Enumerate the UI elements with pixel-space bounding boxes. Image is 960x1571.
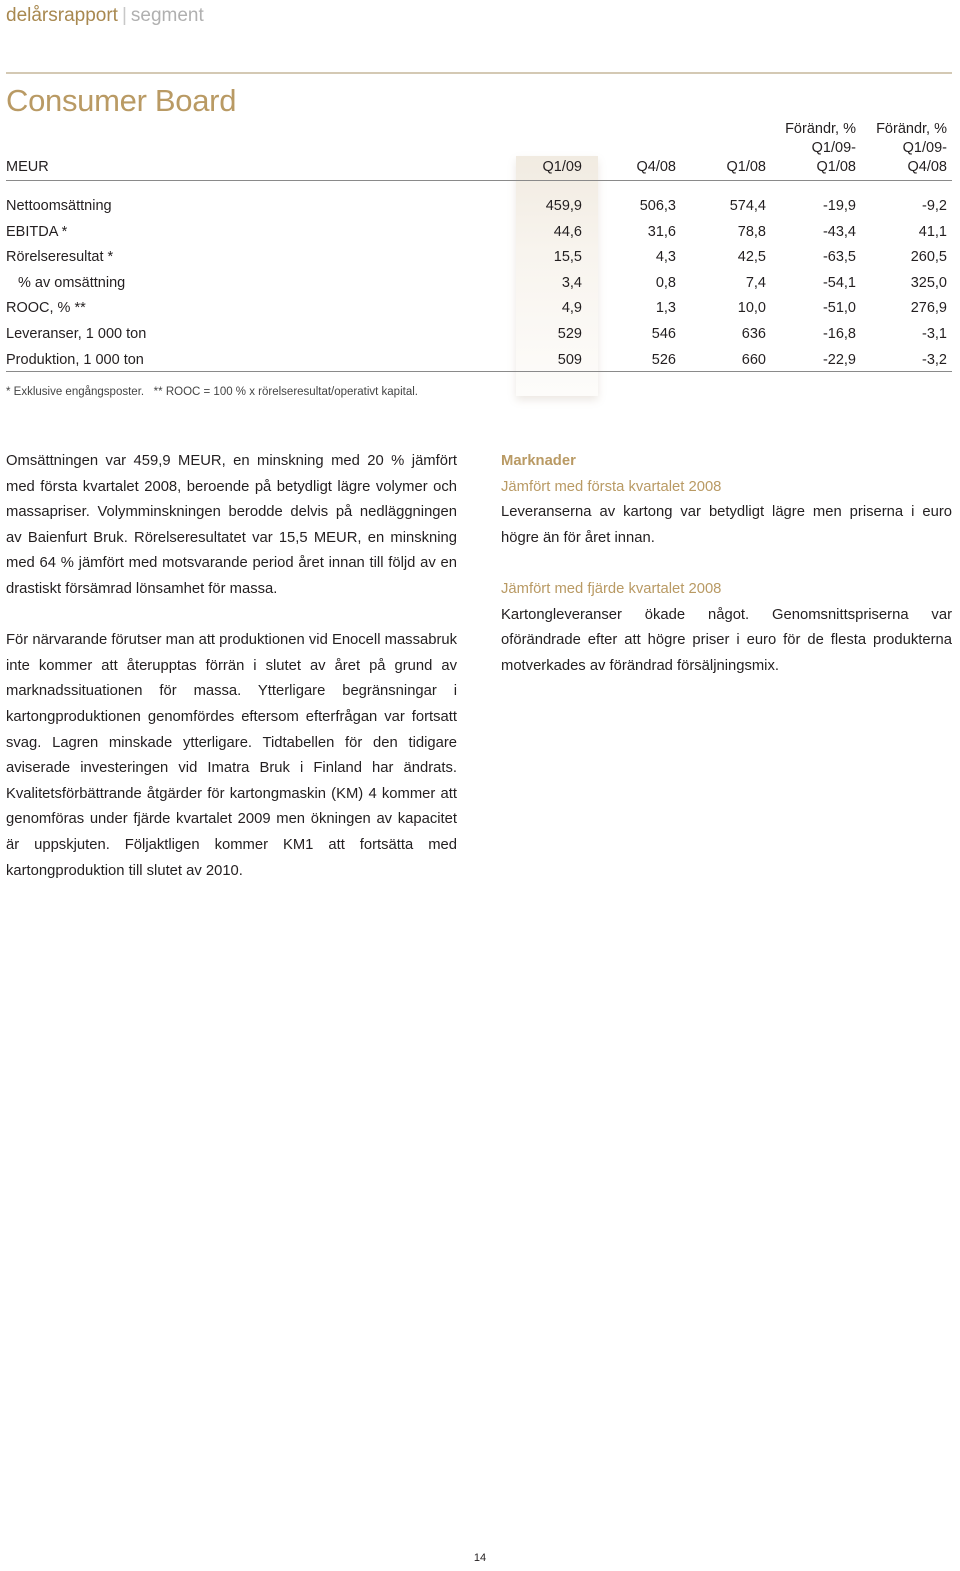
- cell: 459,9: [545, 198, 582, 214]
- table-row: [6, 245, 952, 271]
- header-separator: |: [121, 5, 127, 26]
- col-header-q408: Q4/08: [636, 159, 676, 175]
- table-row: [6, 220, 952, 246]
- cell: -19,9: [822, 198, 856, 214]
- body-left-column: [6, 449, 457, 910]
- table-row: [6, 194, 952, 220]
- cell: 41,1: [918, 223, 947, 240]
- paragraph: Kartongleveranser ökade något. Genomsnittspriserna var oförändrade efter att högre priser i euro för de flesta produkterna motverkades av förändrad försäljningsmix.: [501, 606, 952, 674]
- paragraph: För närvarande förutser man att produktionen vid Enocell massabruk inte kommer att återupptas förrän i slutet av året på grund av marknadssituationen för massa. Ytterligare begränsningar i kartongproduktionen genomfördes eftersom efterfrågan var fortsatt svag. Lagren minskade ytterligare. Tidtabellen för den tidigare aviserade investeringen vid Imatra Bruk i Finland har ändrats. Kvalitetsförbättrande åtgärder för kartongmaskin (KM) 4 kommer att genomföras under fjärde kvartalet 2009 men ökningen av kapacitet är uppskjuten. Följaktligen kommer KM1 att fortsätta med kartongproduktion till slutet av 2010.: [6, 632, 457, 879]
- table-row: [6, 348, 952, 374]
- cell: -3,2: [922, 351, 947, 368]
- cell: -22,9: [822, 351, 856, 368]
- col-header-q108: Q1/08: [726, 159, 766, 175]
- cell: 660: [741, 351, 766, 368]
- table-header: [6, 118, 952, 181]
- cell: -16,8: [822, 326, 856, 342]
- cell: 31,6: [647, 223, 676, 240]
- row-label: Produktion, 1 000 ton: [6, 351, 144, 368]
- cell: -63,5: [822, 249, 856, 266]
- spacer: [501, 551, 952, 577]
- cell: 529: [557, 326, 582, 342]
- row-label: % av omsättning: [18, 274, 126, 291]
- header-rule: [6, 72, 952, 74]
- body-right-column: [501, 449, 952, 679]
- table-row: [6, 296, 952, 322]
- col-header-change1-line2: Q1/09-: [811, 140, 856, 156]
- row-label: EBITDA *: [6, 223, 68, 240]
- cell: 7,4: [745, 274, 766, 291]
- col-header-change2-line3: Q4/08: [907, 159, 947, 175]
- row-label: ROOC, % **: [6, 300, 86, 317]
- cell: 10,0: [737, 300, 766, 317]
- cell: 526: [651, 351, 676, 368]
- cell: 506,3: [639, 198, 676, 214]
- table-row: [6, 322, 952, 348]
- cell: 260,5: [910, 249, 947, 266]
- cell: 0,8: [655, 274, 676, 291]
- row-label: Rörelseresultat *: [6, 249, 114, 266]
- header-main: delårsrapport: [6, 5, 118, 26]
- cell: 44,6: [553, 223, 582, 240]
- cell: 574,4: [729, 198, 766, 214]
- cell: -54,1: [822, 274, 856, 291]
- cell: 1,3: [655, 300, 676, 317]
- cell: 325,0: [910, 274, 947, 291]
- subheading: Jämfört med första kvartalet 2008: [501, 478, 722, 495]
- header-sub: segment: [130, 5, 204, 26]
- table-row: [6, 271, 952, 297]
- col-header-q109: Q1/09: [542, 159, 582, 175]
- col-header-change1-line1: Förändr, %: [785, 121, 856, 137]
- cell: 276,9: [910, 300, 947, 317]
- col-header-change2-line1: Förändr, %: [876, 121, 947, 137]
- cell: 42,5: [737, 249, 766, 266]
- page-number: 14: [473, 1552, 487, 1564]
- cell: 509: [557, 351, 582, 368]
- row-label: Leveranser, 1 000 ton: [6, 326, 147, 342]
- paragraph: Leveranserna av kartong var betydligt lägre men priserna i euro högre än för året innan.: [501, 504, 952, 546]
- cell: 4,3: [655, 249, 676, 266]
- table-bottom-rule: [6, 371, 952, 372]
- cell: 3,4: [561, 274, 582, 291]
- unit-label: MEUR: [6, 159, 49, 175]
- cell: 546: [651, 326, 676, 342]
- cell: 15,5: [553, 249, 582, 266]
- page-title: Consumer Board: [6, 83, 237, 118]
- cell: -51,0: [822, 300, 856, 317]
- cell: -3,1: [922, 326, 947, 342]
- col-header-change1-line3: Q1/08: [816, 159, 856, 175]
- report-header: [6, 4, 204, 28]
- col-header-change2-line2: Q1/09-: [902, 140, 947, 156]
- paragraph: Omsättningen var 459,9 MEUR, en minskning med 20 % jämfört med första kvartalet 2008, beroende på betydligt lägre volymer och massapriser. Volymminskningen berodde delvis på nedläggningen av Baienfurt Bruk. Rörelseresultatet var 15,5 MEUR, en minskning med 64 % jämfört med motsvarande period året innan till följd av en drastiskt försämrad lönsamhet för massa.: [6, 453, 457, 597]
- cell: -43,4: [822, 223, 856, 240]
- cell: 78,8: [737, 223, 766, 240]
- section-heading: Marknader: [501, 453, 576, 469]
- cell: 4,9: [561, 300, 582, 317]
- subheading: Jämfört med fjärde kvartalet 2008: [501, 580, 722, 597]
- cell: 636: [741, 326, 766, 342]
- row-label: Nettoomsättning: [6, 198, 112, 214]
- table-footnote: * Exklusive engångsposter. ** ROOC = 100 % x rörelseresultat/operativt kapital.: [6, 386, 418, 398]
- cell: -9,2: [922, 198, 947, 214]
